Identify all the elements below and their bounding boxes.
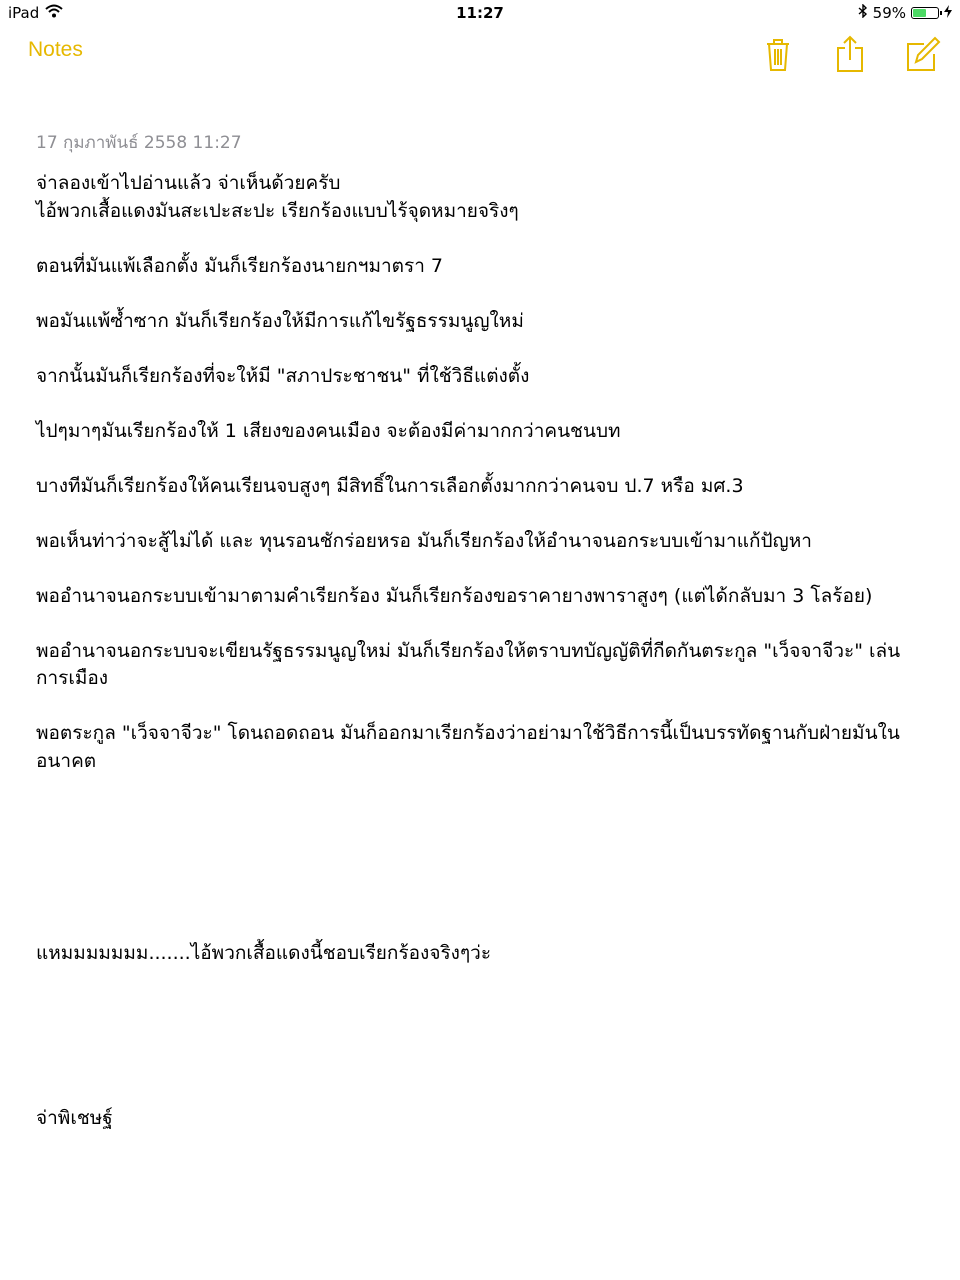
share-icon[interactable]: [830, 34, 870, 74]
battery-icon: [911, 7, 939, 19]
battery-fill: [913, 9, 926, 17]
trash-icon[interactable]: [758, 34, 798, 74]
compose-icon[interactable]: [902, 34, 942, 74]
note-content[interactable]: [36, 130, 936, 1133]
battery-nub: [940, 11, 942, 15]
battery-percent: 59%: [872, 4, 906, 22]
nav-actions: [758, 34, 942, 74]
device-label: iPad: [8, 4, 40, 22]
status-bar: [0, 0, 960, 26]
status-right: [858, 4, 952, 22]
note-date: 17 กุมภาพันธ์ 2558 11:27: [36, 133, 242, 153]
note-body[interactable]: จ่าลองเข้าไปอ่านแล้ว จ่าเห็นด้วยครับ ไอ้พวกเสื้อแดงมันสะเปะสะปะ เรียกร้องแบบไร้จุดหมายจริงๆ ตอนที่มันแพ้เลือกตั้ง มันก็เรียกร้องนายกฯมาตรา 7 พอมันแพ้ซ้ำซาก มันก็เรียกร้องให้มีการแก้ไขรัฐธรรมนูญใหม่ จากนั้นมันก็เรียกร้องที่จะให้มี "สภาประชาชน" ที่ใช้วิธีแต่งตั้ง ไปๆมาๆมันเรียกร้องให้ 1 เสียงของคนเมือง จะต้องมีค่ามากกว่าคนชนบท บางทีมันก็เรียกร้องให้คนเรียนจบสูงๆ มีสิทธิ์ในการเลือกตั้งมากกว่าคนจบ ป.7 หรือ มศ.3 พอเห็นท่าว่าจะสู้ไม่ได้ และ ทุนรอนชักร่อยหรอ มันก็เรียกร้องให้อำนาจนอกระบบเข้ามาแก้ปัญหา พออำนาจนอกระบบเข้ามาตามคำเรียกร้อง มันก็เรียกร้องขอราคายางพาราสูงๆ (แต่ได้กลับมา 3 โลร้อย) พออำนาจนอกระบบจะเขียนรัฐธรรมนูญใหม่ มันก็เรียกร้องให้ตราบทบัญญัติที่กีดกันตระกูล "เว็จจาจีวะ" เล่นการเมือง พอตระกูล "เว็จจาจีวะ" โดนถอดถอน มันก็ออกมาเรียกร้องว่าอย่ามาใช้วิธีการนี้เป็นบรรทัดฐานกับฝ่ายมันในอนาคต แหมมมมมมม.......ไอ้พวกเสื้อแดงนี้ชอบเรียกร้องจริงๆว่ะ จ่าพิเชษฐ์: [36, 172, 901, 1129]
charging-icon: [944, 4, 952, 22]
navigation-bar: [0, 26, 960, 80]
status-time: 11:27: [456, 4, 504, 22]
bluetooth-icon: [858, 4, 868, 22]
notes-back-button[interactable]: Notes: [28, 38, 83, 61]
